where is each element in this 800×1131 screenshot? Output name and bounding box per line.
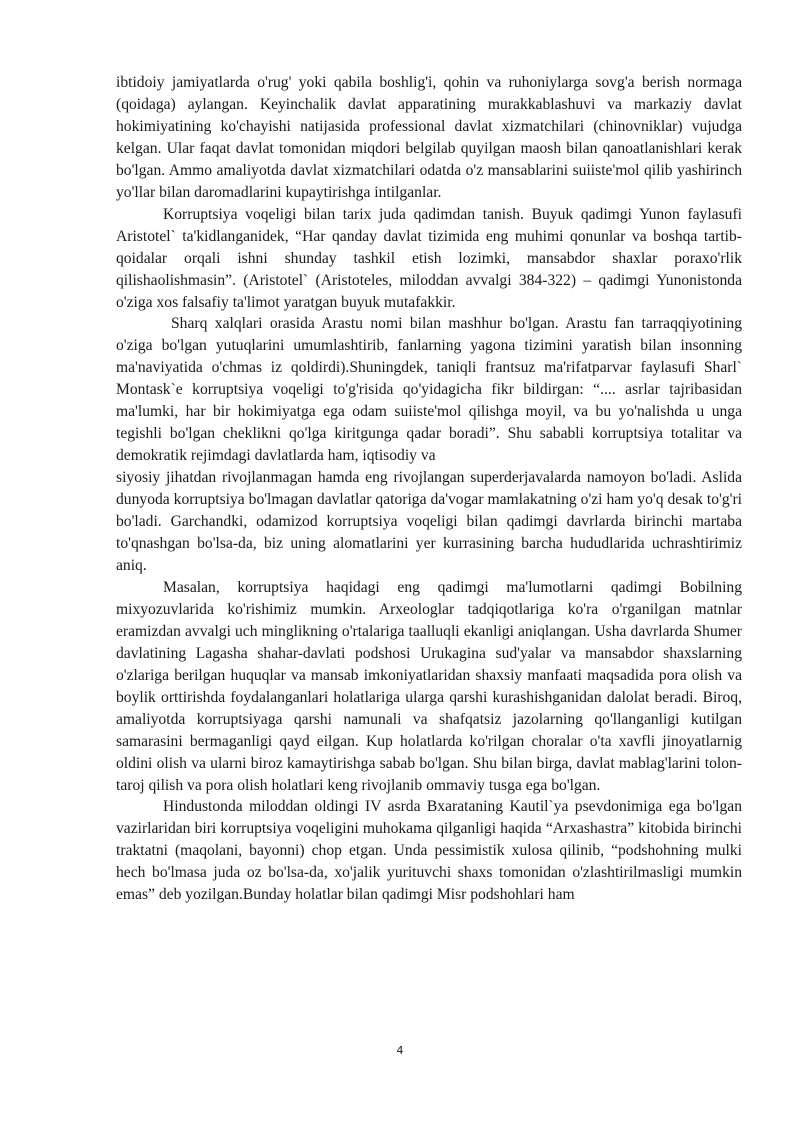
body-text xyxy=(116,72,742,906)
page-number: 4 xyxy=(396,1044,404,1057)
paragraph-5: Hindustonda miloddan oldingi IV asrda Bxarataning Kautil`ya psevdonimiga ega bo'lgan vazirlaridan biri korruptsiya voqeligini muhokama qilganligi haqida “Arxashastra” kitobida birinchi traktatni (maqolani, bayonni) chop etgan. Unda pessimistik xulosa qilinib, “podshohning mulki hech bo'lmasa juda oz bo'lsa-da, xo'jalik yurituvchi shaxs tomonidan o'zlashtirilmasligi mumkin emas” deb yozilgan.Bunday holatlar bilan qadimgi Misr podshohlari ham xyxy=(116,798,742,904)
paragraph-1: ibtidoiy jamiyatlarda o'rug' yoki qabila boshlig'i, qohin va ruhoniylarga sovg'a berish normaga (qoidaga) aylangan. Keyinchalik davlat apparatining murakkablashuvi va markaziy davlat hokimiyatining ko'chayishi natijasida professional davlat xizmatchilari (chinovniklar) vujudga kelgan. Ular faqat davlat tomonidan miqdori belgilab quyilgan maosh bilan qanoatlanishlari kerak bo'lgan. Ammo amaliyotda davlat xizmatchilari odatda o'z mansablarini suiiste'mol qilib yashirinch yo'llar bilan daromadlarini kupaytirishga intilganlar. xyxy=(116,74,742,201)
paragraph-3: Sharq xalqlari orasida Arastu nomi bilan mashhur bo'lgan. Arastu fan tarraqqiyotining o'ziga bo'lgan yutuqlarini umumlashtirib, fanlarning yagona tizimini yaratish bilan insonning ma'naviyatida o'chmas iz qoldirdi).Shuningdek, taniqli frantsuz ma'rifatparvar faylasufi Sharl` Montask`e korruptsiya voqeligi to'g'risida qo'yidagicha fikr bildirgan: “.... asrlar tajribasidan ma'lumki, har bir hokimiyatga ega odam suiiste'mol qilishga moyil, va bu yo'nalishda u unga tegishli bo'lgan cheklikni qo'lga kiritgunga qadar boradi”. Shu sababli korruptsiya totalitar va demokratik rejimdagi davlatlarda ham, iqtisodiy va xyxy=(116,315,742,465)
paragraph-3-continued: siyosiy jihatdan rivojlanmagan hamda eng rivojlangan superderjavalarda namoyon bo'ladi. Aslida dunyoda korruptsiya bo'lmagan davlatlar qatoriga da'vogar mamlakatning o'zi ham yo'q desak to'g'ri bo'ladi. Garchandki, odamizod korruptsiya voqeligi bilan qadimgi davrlarda birinchi martaba to'qnashgan bo'lsa-da, biz uning alomatlarini yer kurrasining barcha hududlarida uchrashtirimiz aniq. xyxy=(116,469,742,574)
paragraph-2: Korruptsiya voqeligi bilan tarix juda qadimdan tanish. Buyuk qadimgi Yunon faylasufi Aristotel` ta'kidlanganidek, “Har qanday davlat tizimida eng muhimi qonunlar va boshqa tartib-qoidalar orqali ishni shunday tashkil etish lozimki, mansabdor shaxlar poraxo'rlik qilishaolishmasin”. (Aristotel` (Aristoteles, miloddan avvalgi 384-322) – qadimgi Yunonistonda o'ziga xos falsafiy ta'limot yaratgan buyuk mutafakkir. xyxy=(116,205,742,311)
paragraph-4: Masalan, korruptsiya haqidagi eng qadimgi ma'lumotlarni qadimgi Bobilning mixyozuvlarida ko'rishimiz mumkin. Arxeologlar tadqiqotlariga ko'ra o'rganilgan matnlar eramizdan avvalgi uch minglikning o'rtalariga taalluqli ekanligi aniqlangan. Usha davrlarda Shumer davlatining Lagasha shahar-davlati podshosi Urukagina sud'yalar va mansabdor shaxslarning o'zlariga berilgan huquqlar va mansab imkoniyatlaridan shaxsiy manfaati maqsadida pora olish va boylik orttirishda foydalanganlari holatlariga ularga qarshi kurashishganidan dalolat beradi. Biroq, amaliyotda korruptsiyaga qarshi namunali va shafqatsiz jazolarning qo'llanganligi kutilgan samarasini bermaganligi qayd eilgan. Kup holatlarda ko'rilgan choralar o'ta xavfli jinoyatlarnig oldini olish va ularni biroz kamaytirishga sabab bo'lgan. Shu bilan birga, davlat mablag'larini tolon-taroj qilish va pora olish holatlari keng rivojlanib ommaviy tusga ega bo'lgan. xyxy=(116,578,742,794)
